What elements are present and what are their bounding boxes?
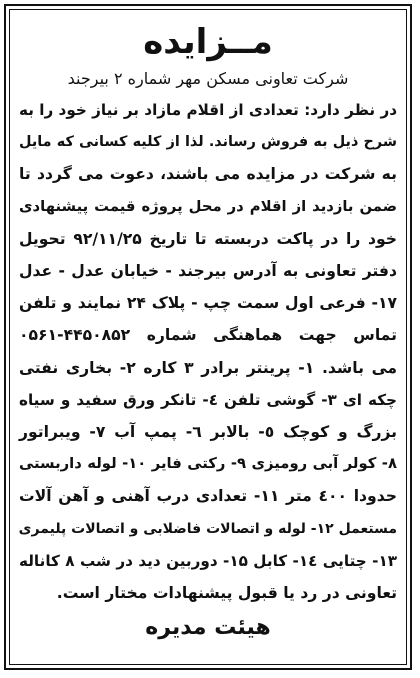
body-line-last: تعاونی در رد یا قبول پیشنهادات مختار است. (56, 584, 397, 603)
company-name: شرکت تعاونی مسکن مهر شماره ۲ بیرجند (67, 69, 349, 88)
notice-body (19, 94, 397, 609)
body-line: بزرگ و کوچک ٥- بالابر ٦- پمپ آب ۷- ویبراتور (19, 423, 398, 442)
body-line: به شرکت در مزایده می باشند، دعوت می گردد تا (19, 165, 397, 184)
body-line: در نظر دارد: تعدادی از اقلام مازاد بر نیاز خود را به (19, 101, 397, 119)
notice-title: مــزایده (143, 22, 273, 62)
body-line: ضمن بازدید از اقلام در محل پروژه قیمت پیشنهادی (19, 197, 397, 215)
body-line: دفتر تعاونی به آدرس بیرجند - خیابان عدل - عدل (19, 262, 397, 281)
body-line: مستعمل ۱۲- لوله و اتصالات فاضلابی و اتصالات پلیمری (18, 520, 397, 537)
notice-inner-border (9, 9, 407, 665)
body-line: حدودا ٤٠٠ متر ۱۱- تعدادی درب آهنی و آهن آلات (19, 487, 397, 506)
body-line: تماس جهت هماهنگی شماره ۴۴۵۰۸۵۲-۰۵۶۱ (19, 326, 397, 345)
body-line: شرح ذیل به فروش رساند. لذا از کلیه کسانی که مایل (19, 134, 397, 151)
body-line: خود را در پاکت دربسته تا تاریخ ۹۲/۱۱/۲۵ تحویل (19, 229, 398, 248)
signature-board-of-directors: هیئت مدیره (145, 615, 271, 641)
body-line: ۱۳- چتایی ۱٤- کابل ۱۵- دوربین دید در شب ۸ کاناله (19, 551, 397, 570)
body-line: چکه ای ۳- گوشی تلفن ٤- تانکر ورق سفید و سیاه (19, 390, 397, 409)
body-line: ۸- کولر آبی رومیزی ۹- رکتی فایر ۱۰- لوله داربستی (19, 455, 397, 473)
notice-frame (4, 4, 412, 670)
body-line: ۱۷- فرعی اول سمت چپ - پلاک ۲۴ نمایند و تلفن (19, 294, 397, 313)
body-line: می باشد. ۱- پرینتر برادر ۳ کاره ۲- بخاری نفتی (19, 358, 397, 377)
